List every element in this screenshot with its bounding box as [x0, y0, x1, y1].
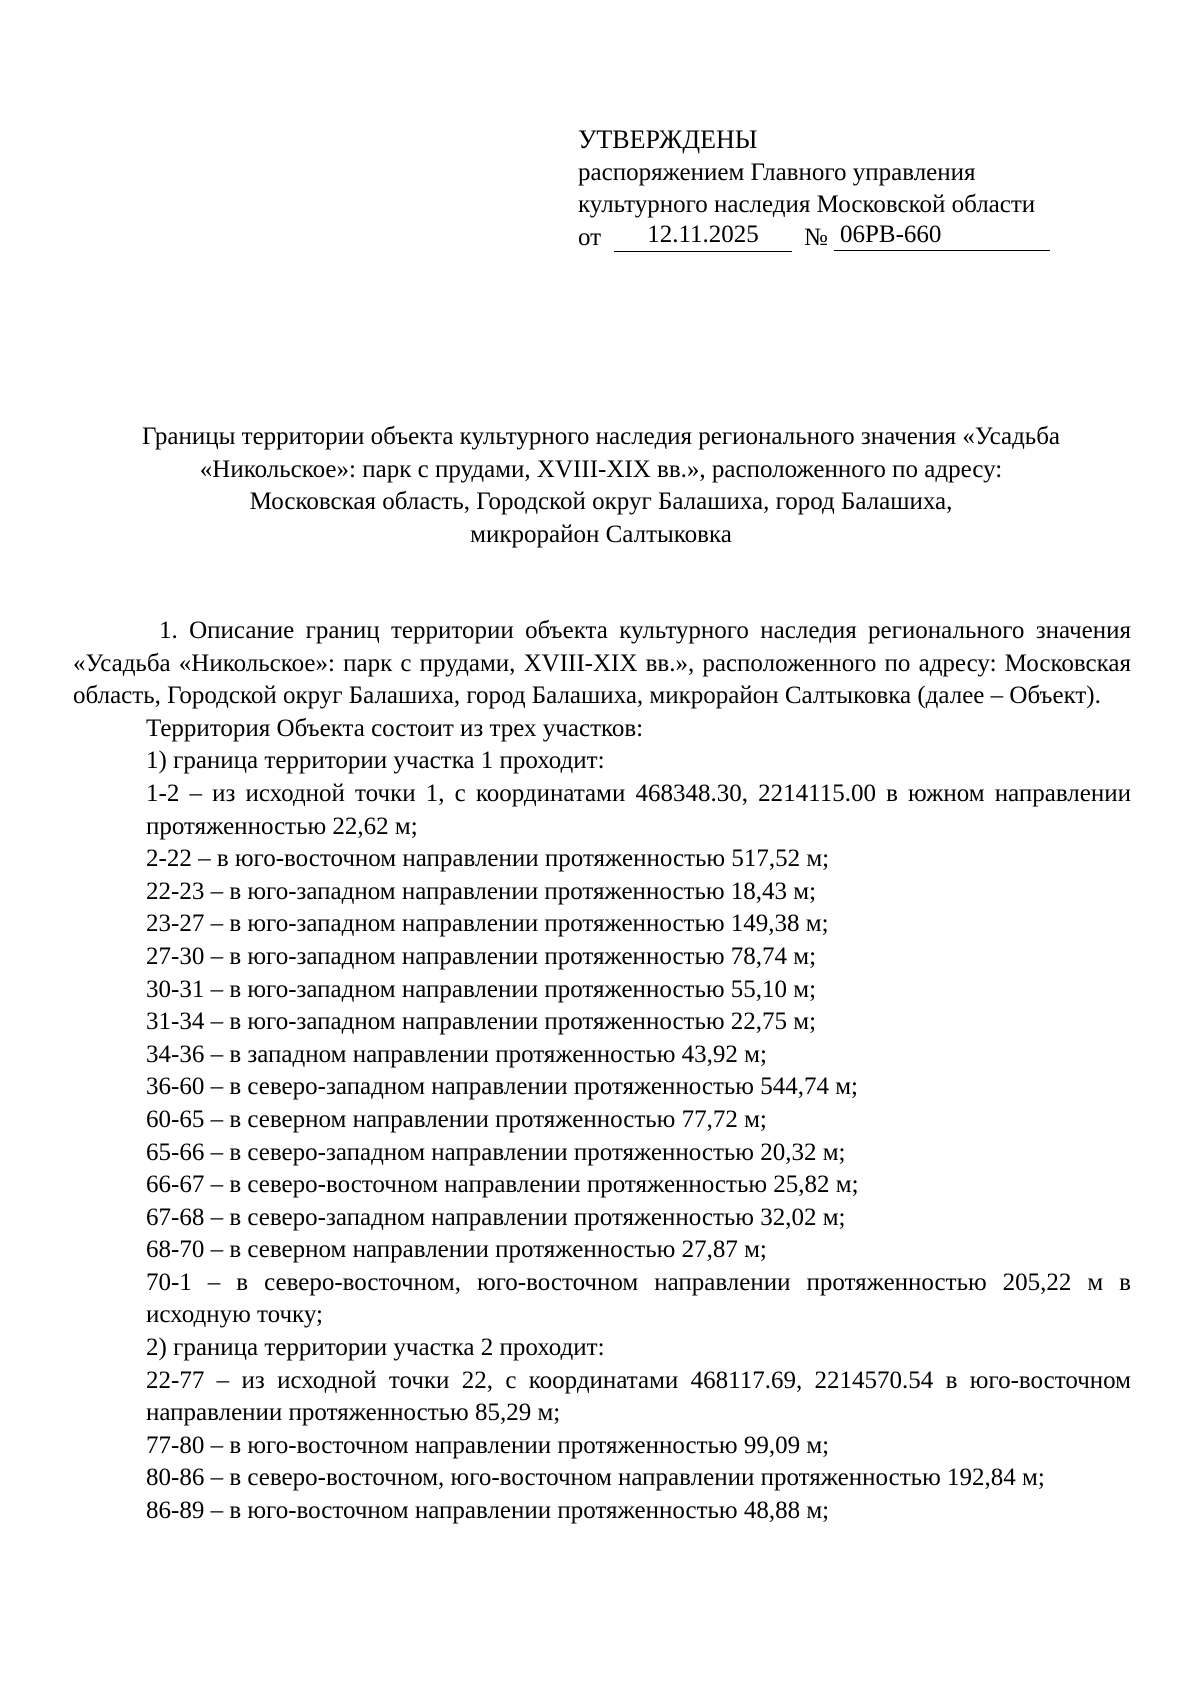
approval-number: 06РВ-660 — [834, 222, 1050, 251]
boundary-segment: 22-23 – в юго-западном направлении протяженностью 18,43 м; — [146, 877, 817, 905]
boundary-segment: 2-22 – в юго-восточном направлении протяженностью 517,52 м; — [146, 845, 830, 873]
boundary-segment: 60-65 – в северном направлении протяженностью 77,72 м; — [146, 1105, 767, 1133]
boundary-segment: 65-66 – в северо-западном направлении протяженностью 20,32 м; — [146, 1138, 846, 1166]
boundary-segment: 31-34 – в юго-западном направлении протяженностью 22,75 м; — [146, 1008, 817, 1036]
boundary-segment: 67-68 – в северо-западном направлении протяженностью 32,02 м; — [146, 1203, 846, 1231]
approval-date-number-row — [578, 222, 1098, 255]
title-line-1: Границы территории объекта культурного наследия регионального значения «Усадьба — [141, 423, 1061, 450]
title-line-3: Московская область, Городской округ Балашиха, город Балашиха, — [249, 488, 953, 516]
boundary-segment: 34-36 – в западном направлении протяженностью 43,92 м; — [146, 1040, 767, 1068]
document-body — [73, 615, 1131, 1528]
title-line-4: микрорайон Салтыковка — [470, 520, 732, 548]
composition-paragraph: Территория Объекта состоит из трех участков: — [146, 714, 644, 742]
boundary-segment: 77-80 – в юго-восточном направлении протяженностью 99,09 м; — [146, 1431, 830, 1459]
approval-from-label: от — [578, 223, 602, 251]
approval-date: 12.11.2025 — [614, 222, 792, 252]
approval-number-sign: № — [804, 223, 828, 251]
plot1-heading: 1) граница территории участка 1 проходит: — [146, 747, 605, 775]
approval-line-2: культурного наследия Московской области — [578, 191, 1036, 219]
approval-heading: УТВЕРЖДЕНЫ — [578, 125, 758, 154]
boundary-segment: 80-86 – в северо-восточном, юго-восточном направлении протяженностью 192,84 м; — [146, 1464, 1045, 1492]
boundary-segment: 1-2 – из исходной точки 1, с координатами 468348.30, 2214115.00 в южном направлении протяженностью 22,62 м; — [146, 779, 1131, 840]
title-line-2: «Никольское»: парк с прудами, XVIII-XIX вв.», расположенного по адресу: — [199, 455, 1003, 483]
boundary-segment: 36-60 – в северо-западном направлении протяженностью 544,74 м; — [146, 1073, 858, 1101]
boundary-segment: 30-31 – в юго-западном направлении протяженностью 55,10 м; — [146, 975, 817, 1003]
approval-line-1: распоряжением Главного управления — [578, 158, 976, 186]
boundary-segment: 86-89 – в юго-восточном направлении протяженностью 48,88 м; — [146, 1497, 830, 1525]
plot2-heading: 2) граница территории участка 2 проходит: — [146, 1334, 605, 1362]
boundary-segment: 70-1 – в северо-восточном, юго-восточном направлении протяженностью 205,22 м в исходную точку; — [146, 1268, 1131, 1329]
boundary-segment: 23-27 – в юго-западном направлении протяженностью 149,38 м; — [146, 910, 829, 938]
document-title — [68, 421, 1134, 551]
boundary-segment: 66-67 – в северо-восточном направлении протяженностью 25,82 м; — [146, 1171, 859, 1199]
intro-paragraph: 1. Описание границ территории объекта культурного наследия регионального значения «Усадьба «Никольское»: парк с прудами, XVIII-XIX вв.», расположенного по адресу: Московская область, Городской округ Балашиха, город Балашиха, микрорайон Салтыковка (далее – Объект). — [73, 617, 1131, 710]
boundary-segment: 27-30 – в юго-западном направлении протяженностью 78,74 м; — [146, 942, 817, 970]
boundary-segment: 22-77 – из исходной точки 22, с координатами 468117.69, 2214570.54 в юго-восточном направлении протяженностью 85,29 м; — [146, 1366, 1131, 1427]
approval-stamp — [578, 124, 1098, 255]
boundary-segment: 68-70 – в северном направлении протяженностью 27,87 м; — [146, 1236, 767, 1264]
